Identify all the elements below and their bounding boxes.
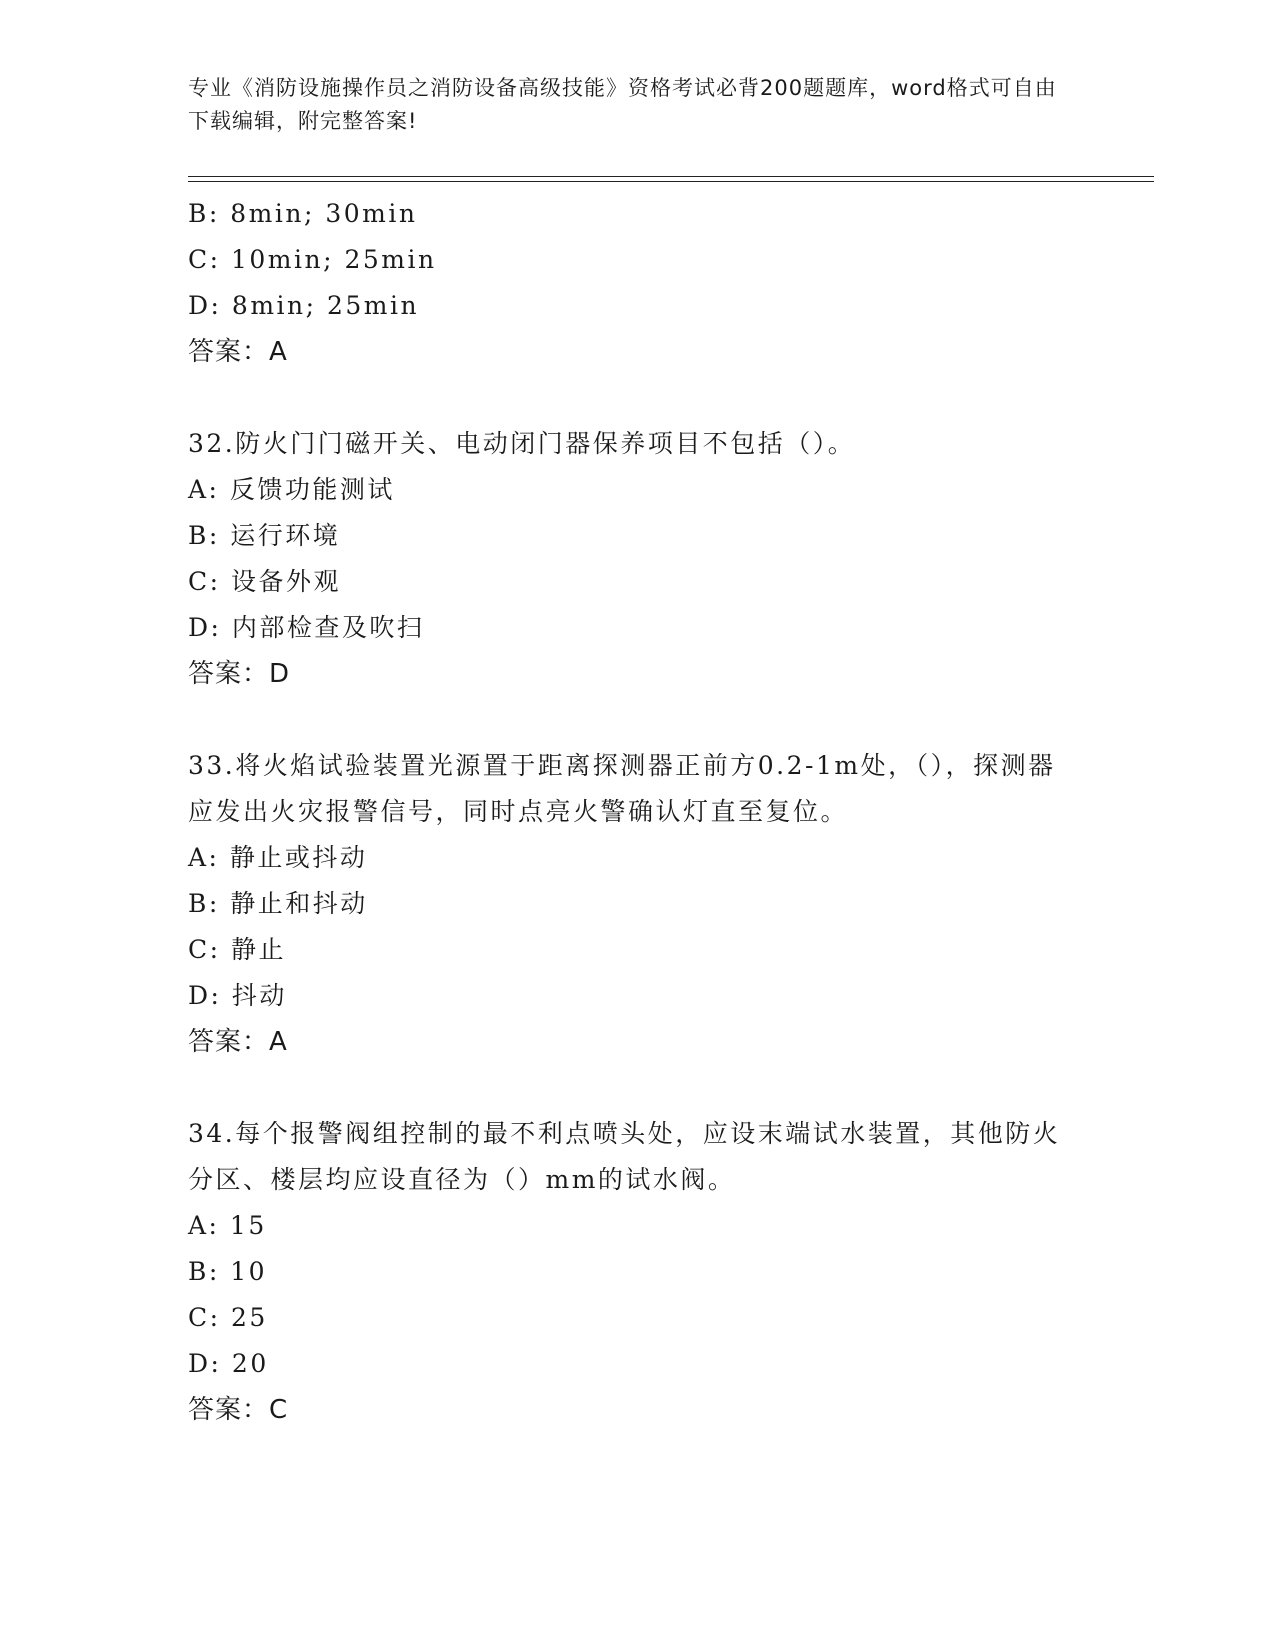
question-list [188, 191, 1078, 1433]
option-b: B: 静止和抖动 [188, 889, 368, 918]
answer-line: 答案：A [188, 337, 288, 367]
question-33 [188, 743, 1078, 1065]
option-c: C: 25 [188, 1303, 268, 1332]
option-b: B: 8min; 30min [188, 199, 418, 228]
option-a: A: 静止或抖动 [188, 843, 368, 872]
previous-question-tail [188, 191, 1078, 375]
answer-line: 答案：C [188, 1395, 289, 1425]
answer-line: 答案：D [188, 659, 291, 689]
question-32 [188, 421, 1078, 697]
question-stem: 32.防火门门磁开关、电动闭门器保养项目不包括（）。 [188, 429, 856, 458]
option-c: C: 静止 [188, 935, 286, 964]
option-c: C: 10min; 25min [188, 245, 437, 274]
option-d: D: 抖动 [188, 981, 287, 1010]
option-a: A: 反馈功能测试 [188, 475, 395, 504]
option-a: A: 15 [188, 1211, 267, 1240]
option-c: C: 设备外观 [188, 567, 341, 596]
option-d: D: 内部检查及吹扫 [188, 613, 425, 642]
question-stem: 34.每个报警阀组控制的最不利点喷头处，应设末端试水装置，其他防火分区、楼层均应设直径为（）mm的试水阀。 [188, 1119, 1061, 1194]
document-header: 专业《消防设施操作员之消防设备高级技能》资格考试必背200题题库，word格式可自由下载编辑，附完整答案! [188, 76, 1057, 133]
answer-line: 答案：A [188, 1027, 288, 1057]
question-stem: 33.将火焰试验装置光源置于距离探测器正前方0.2-1m处，（），探测器应发出火灾报警信号，同时点亮火警确认灯直至复位。 [188, 751, 1056, 826]
header-divider-bottom [188, 181, 1154, 182]
header-divider-top [188, 176, 1154, 177]
option-b: B: 运行环境 [188, 521, 341, 550]
question-34 [188, 1111, 1078, 1433]
option-d: D: 20 [188, 1349, 269, 1378]
option-d: D: 8min; 25min [188, 291, 420, 320]
option-b: B: 10 [188, 1257, 268, 1286]
